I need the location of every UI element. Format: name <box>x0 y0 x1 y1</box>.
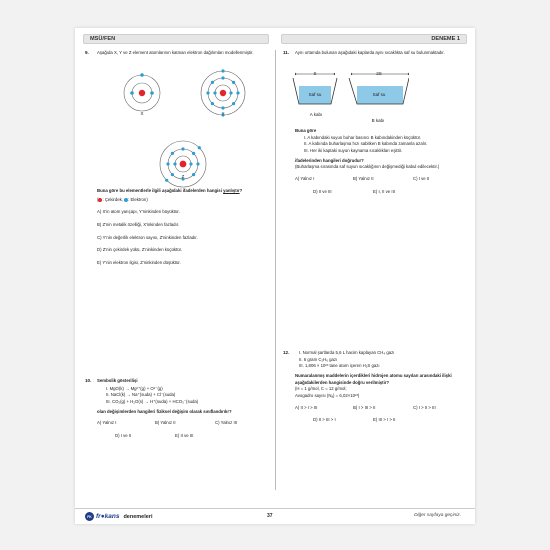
q11-item-3: III. Her iki kaptaki suyun kaynama sıcaklıkları eşittir. <box>304 147 403 153</box>
q10-option-d[interactable]: D) I ve II <box>115 432 132 438</box>
page-footer <box>75 508 475 524</box>
container-b-area: 2S <box>376 71 382 76</box>
q12-question: Numaralanmış maddelerin içerdikleri hidrojen atomu sayıları arasındaki ilişki aşağıdakilerden hangisinde doğru verilmiştir? <box>295 372 452 385</box>
q12-number: 12. <box>283 350 290 355</box>
atom-y <box>201 69 245 116</box>
q11-option-b[interactable]: B) Yalnız II <box>353 175 374 181</box>
container-b-label: B kabı <box>371 118 385 123</box>
q9-option-e[interactable]: E) Y'nin elektron ilgisi, Z'ninkinden düşüktür. <box>97 259 181 265</box>
q11-options-row1 <box>295 176 467 183</box>
logo-mark-icon: FK <box>85 512 94 521</box>
q12-item-3: III. 1,806 × 10²³ tane atom içeren H₂S gazı <box>299 363 380 369</box>
next-page-note: Diğer sayfaya geçiniz. <box>414 513 461 518</box>
atom-y-label: Y <box>221 111 225 116</box>
q12-option-c[interactable]: C) I > II > III <box>413 404 436 410</box>
q10-item-1: I. MgO(k) → Mg²⁺(g) + O²⁻(g) <box>106 385 163 391</box>
publisher-logo <box>85 512 152 521</box>
q12-options-row1 <box>295 405 467 412</box>
q9-option-a[interactable]: A) X'in atom yarıçapı, Y'ninkinden büyüktür. <box>97 209 180 215</box>
q11-item-2: II. A kabında buharlaşma hızı sabitken B kabında zamanla azalır. <box>304 141 428 147</box>
q12-option-b[interactable]: B) I > III > II <box>353 404 376 410</box>
q9-option-c[interactable]: C) Y'nin değerlik elektron sayısı, Z'ninkinden fazladır. <box>97 234 198 240</box>
q11-body <box>295 128 467 195</box>
q10-option-a[interactable]: A) Yalnız I <box>97 420 117 426</box>
q11-lead: Buna göre <box>295 128 317 133</box>
q12-constants-2: Avogadro sayısı (Nₐ) = 6,02×10²³) <box>295 392 360 398</box>
q9-legend <box>97 197 269 204</box>
q11-option-e[interactable]: E) I, II ve III <box>373 188 395 194</box>
q9-options <box>97 209 269 266</box>
header-subject: MSÜ/FEN <box>83 34 269 44</box>
atom-x <box>124 73 160 111</box>
logo-name: fr●kans <box>96 513 120 520</box>
q9-option-b[interactable]: B) Z'nin metalik özelliği, X'inkinden fazladır. <box>97 221 180 227</box>
q9-question-text: Buna göre bu elementlerle ilgili aşağıdaki ifadelerden hangisi <box>97 188 224 193</box>
q11-option-d[interactable]: D) II ve III <box>313 188 332 194</box>
exam-page <box>75 28 475 524</box>
q10-option-e[interactable]: E) II ve III <box>175 432 194 438</box>
q9-question <box>97 188 269 267</box>
atom-z-label: Z <box>181 174 185 179</box>
atom-x-label: X <box>140 111 144 116</box>
q9-question-emphasis: yanlıştır <box>223 188 240 193</box>
q11-stem: Aynı ortamda bulunan aşağıdaki kaplarda aynı sıcaklıkta saf su bulunmaktadır. <box>295 50 445 55</box>
atom-z <box>160 141 206 187</box>
column-divider <box>275 50 276 490</box>
q9-legend-electron: : Elektron) <box>128 196 148 202</box>
q9-number: 9. <box>85 50 89 55</box>
q12-options-row2 <box>295 417 467 424</box>
page-number: 37 <box>267 513 273 519</box>
header-exam: DENEME 1 <box>281 34 467 44</box>
container-a-liquid: Saf su <box>308 92 322 97</box>
q9-option-d[interactable]: D) Z'nin çekirdek yükü, Z'ninkinden küçüktür. <box>97 247 182 253</box>
q11-options-row2 <box>295 189 467 196</box>
container-a-label: A kabı <box>309 112 323 117</box>
q10-title: Sembolik gösterilişi <box>97 378 138 383</box>
q10-options-row1 <box>97 420 269 427</box>
q12-item-1: I. Normal şartlarda 5,6 L hacim kaplayan CH₄ gazı <box>299 350 395 355</box>
container-b-liquid: Saf su <box>372 92 386 97</box>
q9-question-mark: ? <box>239 188 243 193</box>
q10-question: olan değişimlerden hangileri fiziksel değişim olarak sınıflandırılır? <box>97 408 232 414</box>
q10-option-b[interactable]: B) Yalnız II <box>155 420 176 426</box>
q11-number: 11. <box>283 50 290 55</box>
q12-option-d[interactable]: D) II > III > I <box>313 417 336 423</box>
q10-number: 10. <box>85 378 92 383</box>
q10-item-3: III. CO₂(g) + H₂O(s) → H⁺(suda) + HCO₃⁻(suda) <box>106 398 199 404</box>
q12-option-e[interactable]: E) III > I > II <box>373 417 396 423</box>
q10-body <box>97 378 269 440</box>
logo-subtitle: denemeleri <box>123 513 153 520</box>
q11-question: ifadelerinden hangileri doğrudur? <box>295 157 364 163</box>
q10-item-2: II. NaCl(k) → Na⁺(suda) + Cl⁻(suda) <box>106 392 176 398</box>
q12-body <box>295 350 467 424</box>
q12-item-2: II. 6 gram C₂H₆ gazı <box>299 356 338 362</box>
q9-stem: Aşağıda X, Y ve Z element atomlarının katman elektron dağılımları modellenmiştir. <box>97 50 254 55</box>
q11-option-a[interactable]: A) Yalnız I <box>295 175 315 181</box>
q11-note: (Buharlaşma sırasında saf suyun sıcaklığının değişmediği kabul edilecektir.) <box>295 164 440 170</box>
q12-constants-1: (H = 1 g/mol, C = 12 g/mol; <box>295 386 347 392</box>
q10-options-row2 <box>97 433 269 440</box>
q9-legend-nucleus: : Çekirdek, <box>102 196 125 202</box>
container-a-area: S <box>313 71 317 76</box>
atom-models <box>95 68 265 208</box>
q12-option-a[interactable]: A) II > I > III <box>295 404 318 410</box>
q10-option-c[interactable]: C) Yalnız III <box>215 420 238 426</box>
q11-item-1: I. A kabındaki suyun buhar basıncı B kabındakinden küçüktür. <box>304 134 422 140</box>
q11-option-c[interactable]: C) I ve II <box>413 175 430 181</box>
